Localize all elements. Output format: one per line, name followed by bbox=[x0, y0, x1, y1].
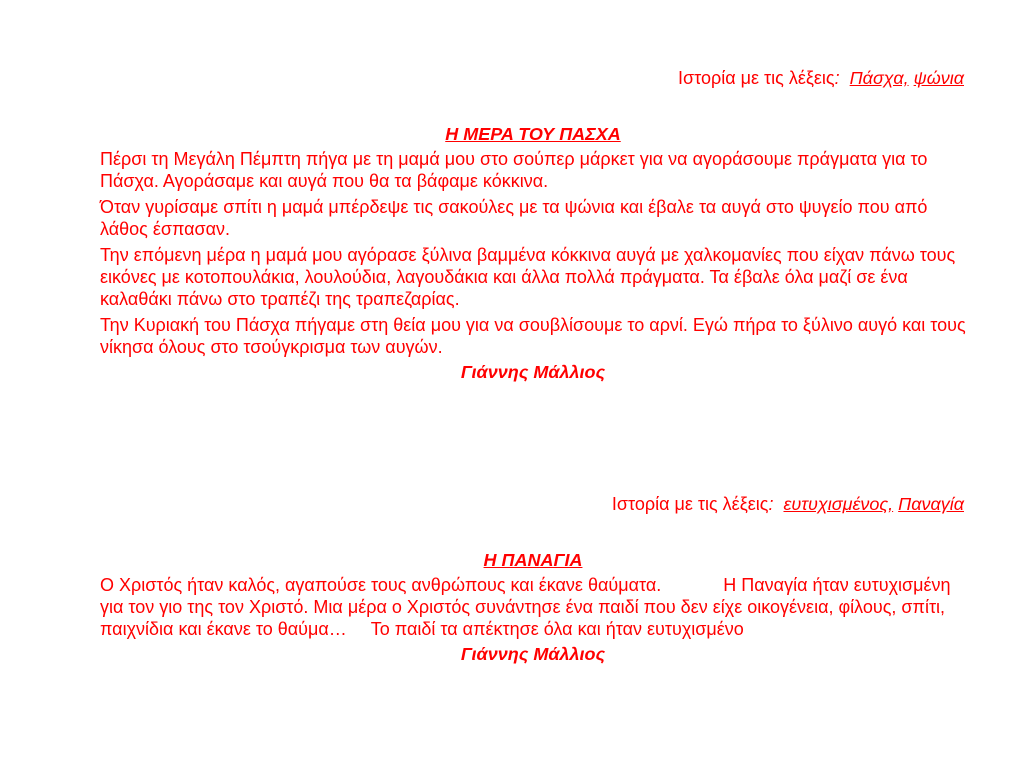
story-word: Πάσχα, bbox=[849, 68, 909, 88]
story-word: ευτυχισμένος, bbox=[783, 494, 894, 514]
story-paragraph: Την επόμενη μέρα η μαμά μου αγόρασε ξύλινα βαμμένα κόκκινα αυγά με χαλκομανίες που είχαν πάνω τους εικόνες με κοτοπουλάκια, λουλούδια, λαγουδάκια και άλλα πολλά πράγματα. Τα έβαλε όλα μαζί σε ένα καλαθάκι πάνω στο τραπέζι της τραπεζαρίας. bbox=[100, 245, 956, 309]
story-paragraph-part: Η Παναγία ήταν ευτυχισμένη για τον γιο της τον Χριστό. Μια μέρα ο Χριστός συνάντησε ένα παιδί που δεν είχε οικογένεια, φίλους, σπίτι, παιχνίδια και έκανε το θαύμα… bbox=[100, 575, 951, 639]
story-easter-day bbox=[100, 66, 966, 384]
story-paragraph: Όταν γυρίσαμε σπίτι η μαμά μπέρδεψε τις σακούλες με τα ψώνια και έβαλε τα αυγά στο ψυγείο που από λάθος έσπασαν. bbox=[100, 197, 928, 239]
story-words-label: Ιστορία με τις λέξεις bbox=[611, 494, 769, 514]
story-paragraph-part: Το παιδί τα απέκτησε όλα και ήταν ευτυχισμένο bbox=[370, 619, 744, 639]
story-word: Παναγία bbox=[898, 494, 964, 514]
story-author: Γιάννης Μάλλιος bbox=[460, 362, 606, 382]
story-words-colon: : bbox=[768, 494, 774, 514]
story-author: Γιάννης Μάλλιος bbox=[460, 644, 606, 664]
story-paragraph: Την Κυριακή του Πάσχα πήγαμε στη θεία μου για να σουβλίσουμε το αρνί. Εγώ πήρα το ξύλινο αυγό και τους νίκησα όλους στο τσούγκρισμα των αυγών. bbox=[100, 315, 966, 357]
story-words-colon: : bbox=[834, 68, 840, 88]
story-paragraph bbox=[100, 574, 966, 640]
story-words-label: Ιστορία με τις λέξεις bbox=[678, 68, 835, 88]
story-words-line bbox=[100, 492, 966, 516]
story-title: Η ΜΕΡΑ ΤΟΥ ΠΑΣΧΑ bbox=[445, 124, 621, 144]
story-title: Η ΠΑΝΑΓΙΑ bbox=[483, 550, 583, 570]
story-panagia bbox=[100, 492, 966, 666]
story-paragraph: Πέρσι τη Μεγάλη Πέμπτη πήγα με τη μαμά μου στο σούπερ μάρκετ για να αγοράσουμε πράγματα για το Πάσχα. Αγοράσαμε και αυγά που θα τα βάφαμε κόκκινα. bbox=[100, 149, 928, 191]
story-word: ψώνια bbox=[913, 68, 964, 88]
story-words-line bbox=[100, 66, 966, 90]
story-paragraph-part: Ο Χριστός ήταν καλός, αγαπούσε τους ανθρώπους και έκανε θαύματα. bbox=[100, 575, 662, 595]
